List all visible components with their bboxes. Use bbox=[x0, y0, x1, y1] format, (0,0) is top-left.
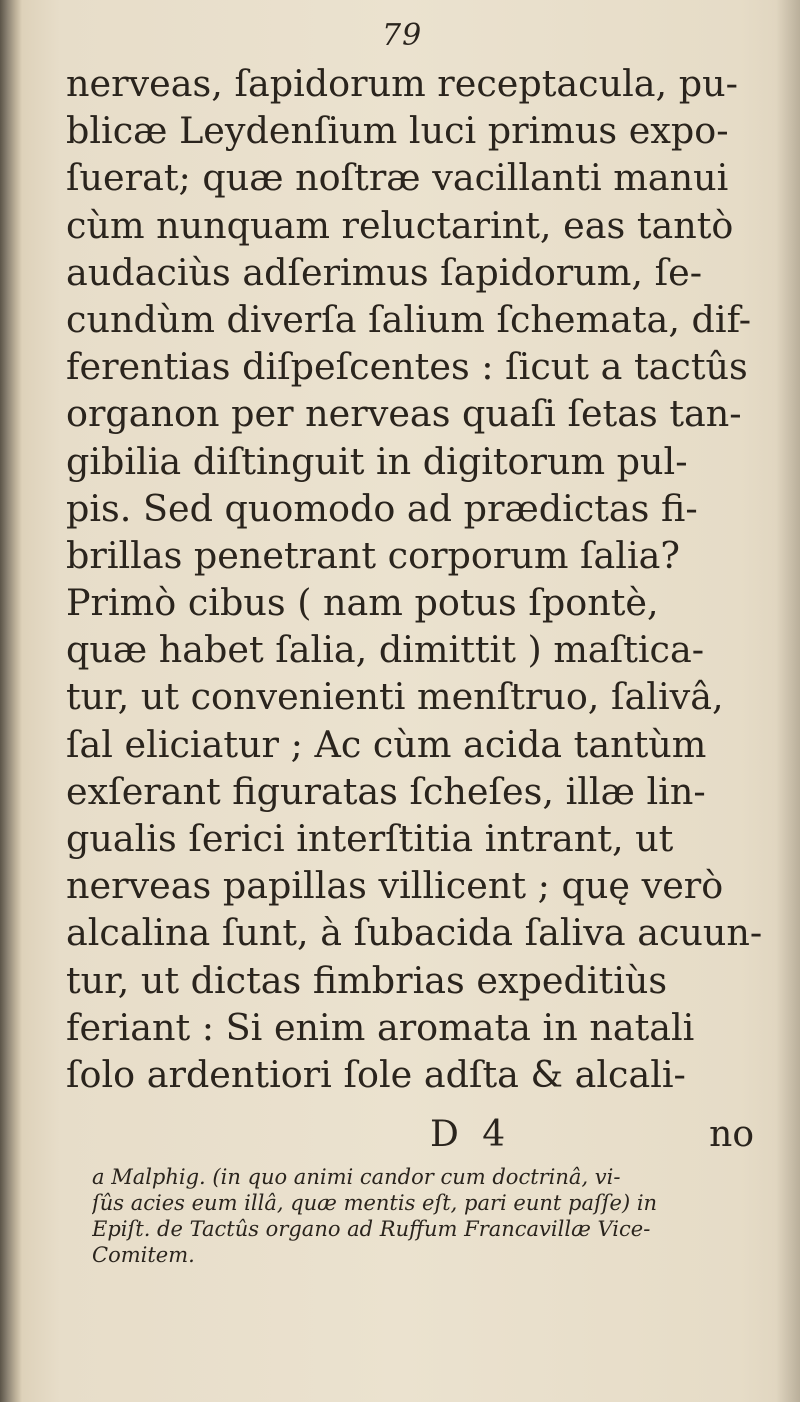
text-line: quæ habet ſalia, dimittit ) maſtica- bbox=[66, 628, 705, 672]
text-line: tur, ut convenienti menſtruo, ſalivâ, bbox=[66, 675, 724, 719]
signature-line bbox=[66, 1112, 772, 1158]
text-line: feriant : Si enim aromata in natali bbox=[66, 1005, 695, 1049]
text-line: Primò cibus ( nam potus ſpontè, bbox=[66, 581, 659, 625]
text-line: nerveas papillas villicent ; quę verò bbox=[66, 864, 724, 908]
binding-gutter bbox=[0, 0, 22, 1402]
text-line: cùm nunquam reluctarint, eas tantò bbox=[66, 203, 734, 247]
footnote-line: Epiſt. de Tactûs organo ad Ruffum Francavillæ Vice- bbox=[92, 1217, 651, 1241]
footnote-line: a Malphig. (in quo animi candor cum doctrinâ, vi- bbox=[92, 1165, 621, 1189]
signature-mark: D 4 bbox=[430, 1114, 512, 1155]
text-line: gualis ſerici interſtitia intrant, ut bbox=[66, 817, 674, 860]
text-line: brillas penetrant corporum ſalia? bbox=[66, 533, 680, 577]
text-line: pis. Sed quomodo ad prædictas fi- bbox=[66, 486, 698, 530]
text-line: ſuerat; quæ noſtræ vacillanti manui bbox=[66, 156, 729, 200]
footnote bbox=[92, 1164, 782, 1268]
footnote-line: ſûs acies eum illâ, quæ mentis eſt, pari eunt paſſe) in bbox=[92, 1191, 658, 1215]
text-line: organon per nerveas quaſi ſetas tan- bbox=[66, 392, 742, 436]
text-line: ferentias diſpeſcentes : ſicut a tactûs bbox=[66, 345, 748, 389]
text-line: cundùm diverſa ſalium ſchemata, dif- bbox=[66, 297, 752, 341]
text-line: nerveas, ſapidorum receptacula, pu- bbox=[66, 62, 738, 105]
text-line: audaciùs adſerimus ſapidorum, ſe- bbox=[66, 250, 703, 294]
text-line: gibilia diſtinguit in digitorum pul- bbox=[66, 439, 688, 483]
text-line: tur, ut dictas fimbrias expeditiùs bbox=[66, 958, 668, 1002]
text-line: blicæ Leydenſium luci primus expo- bbox=[66, 109, 729, 153]
catchword: no bbox=[709, 1114, 754, 1155]
text-line: exſerant figuratas ſcheſes, illæ lin- bbox=[66, 769, 706, 813]
text-line: ſal eliciatur ; Ac cùm acida tantùm bbox=[66, 722, 707, 766]
body-text bbox=[66, 60, 772, 1098]
text-line: alcalina ſunt, à ſubacida ſaliva acuun- bbox=[66, 911, 763, 955]
footnote-line: Comitem. bbox=[92, 1243, 195, 1267]
page-number: 79 bbox=[382, 18, 423, 53]
text-line: ſolo ardentiori ſole adſta & alcali- bbox=[66, 1052, 686, 1096]
